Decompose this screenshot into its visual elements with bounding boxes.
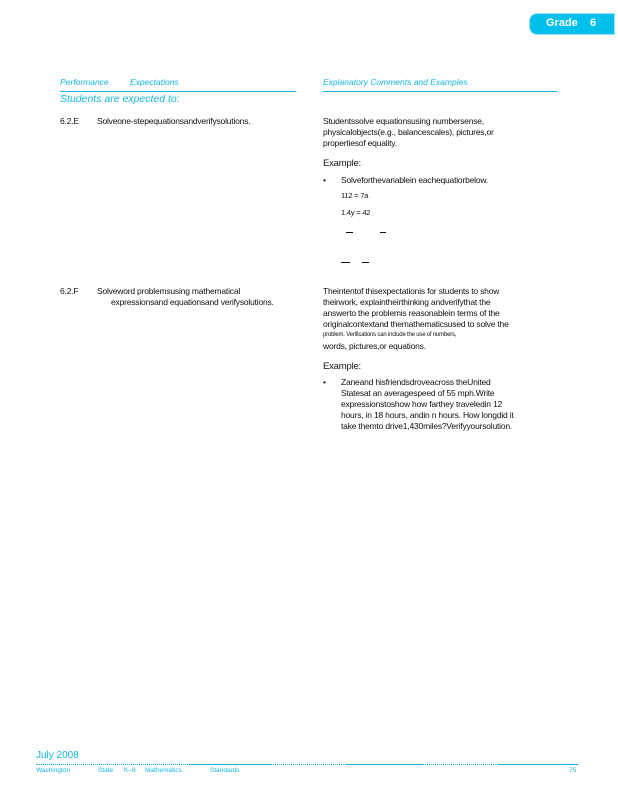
right-header-rule: [323, 91, 557, 92]
comment-line: originalcontextand themathematicsused to solve the: [323, 319, 509, 329]
bullet-text: Solveforthevariablein eachequatiorbelow.: [341, 175, 488, 185]
comment-line: theirwork, explaintheirthinking andverifythat the: [323, 297, 491, 307]
comment-line: physicalobjects(e.g., balancescales), pictures,or: [323, 127, 494, 137]
answer-blank: [380, 232, 386, 233]
comment-line: propertiesof equality.: [323, 138, 397, 148]
grade-number: 6: [590, 17, 597, 29]
equation: 112 = 7a: [341, 191, 369, 200]
footer-item: K–8: [124, 767, 136, 774]
header-explanatory: Explanatory Comments and Examples: [323, 77, 468, 87]
row-expectation: Solveone-stepequationsandverifysolutions.: [97, 116, 251, 126]
footer-dotted-rule: [422, 764, 498, 765]
answer-blank: [362, 262, 369, 263]
comment-line: Theintentof thisexpectationis for students to show: [323, 286, 500, 296]
answer-blank: [346, 232, 353, 233]
example-label: Example:: [323, 158, 362, 169]
page-number: 75: [569, 767, 577, 774]
equation: 1.4y = 42: [341, 208, 371, 217]
answer-blank: [341, 262, 350, 263]
bullet-icon: •: [323, 377, 326, 387]
row-code: 6.2.E: [60, 116, 79, 126]
footer-solid-rule: [346, 764, 422, 765]
row-expectation-line: Solveword problemsusing mathematical: [97, 286, 241, 296]
bullet-line: Statesat an averagespeed of 55 mph.Write: [341, 388, 495, 398]
comment-small-line: problem. Verifications can include the use of numbers,: [323, 332, 457, 338]
footer-dotted-rule: [36, 764, 190, 765]
bullet-icon: •: [323, 175, 326, 185]
grade-label: Grade: [546, 17, 578, 29]
bullet-line: expressionstoshow how farthey traveledin 12: [341, 399, 503, 409]
footer-dotted-rule: [270, 764, 346, 765]
comment-line: words, pictures,or equations.: [323, 341, 426, 351]
footer-date: July 2008: [36, 750, 79, 761]
footer-solid-rule: [190, 764, 270, 765]
row-expectation-line: expressionsand equationsand verifysolutions.: [111, 297, 274, 307]
bullet-line: Zaneand hisfriendsdroveacross theUnited: [341, 377, 491, 387]
header-expectations: Expectations: [130, 77, 179, 87]
row-code: 6.2.F: [60, 286, 79, 296]
footer-item: State: [98, 767, 114, 774]
footer-item: Standards: [210, 767, 240, 774]
left-header-rule: [60, 91, 296, 92]
comment-line: answerto the problemis reasonablein terms of the: [323, 308, 500, 318]
subheader: Students are expected to:: [60, 93, 180, 105]
example-label: Example:: [323, 361, 362, 372]
bullet-line: hours, in 18 hours, andin n hours. How longdid it: [341, 410, 514, 420]
comment-line: Studentssolve equationsusing numbersense,: [323, 116, 484, 126]
header-performance: Performance: [60, 77, 109, 87]
grade-tab: [530, 14, 614, 34]
footer-item: Washington: [36, 767, 71, 774]
footer-solid-rule: [498, 764, 578, 765]
bullet-line: take themto drive1,430miles?Verifyyoursolution.: [341, 421, 513, 431]
footer-item: Mathematics: [145, 767, 182, 774]
